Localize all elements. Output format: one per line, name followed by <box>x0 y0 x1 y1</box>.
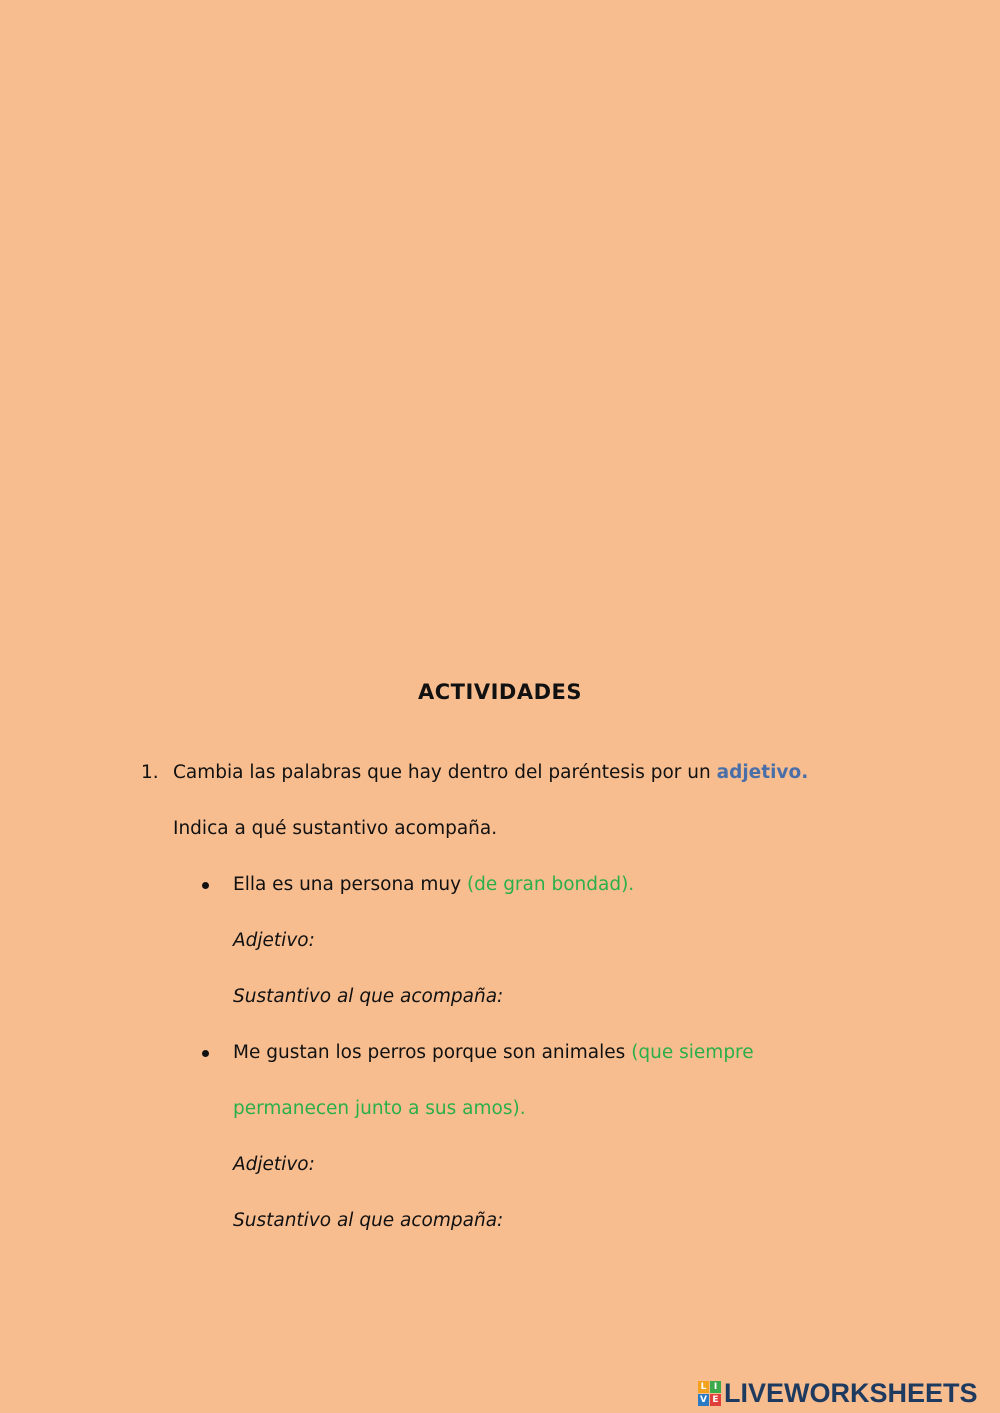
activity-number: 1. <box>141 762 159 783</box>
item-2-sentence-highlight-line2: permanecen junto a sus amos). <box>233 1098 526 1119</box>
activity-sub-instruction: Indica a qué sustantivo acompaña. <box>173 818 498 839</box>
liveworksheets-logo-icon: L I V E <box>698 1381 721 1406</box>
instruction-period: . <box>801 762 809 783</box>
item-1-sentence <box>233 874 634 895</box>
page-title: ACTIVIDADES <box>418 680 582 704</box>
item-2-sentence-highlight-line1: (que siempre <box>631 1042 754 1063</box>
instruction-highlight: adjetivo <box>716 762 802 783</box>
bullet-icon <box>202 1050 209 1057</box>
item-1-sentence-highlight: (de gran bondad). <box>466 874 635 895</box>
item-1-sentence-text: Ella es una persona muy <box>233 874 467 895</box>
liveworksheets-logo-text: LIVEWORKSHEETS <box>724 1378 978 1408</box>
bullet-icon <box>202 882 209 889</box>
item-1-adjective-label: Adjetivo: <box>233 930 315 951</box>
activity-instruction <box>173 762 808 783</box>
item-2-sentence <box>233 1042 754 1063</box>
instruction-text: Cambia las palabras que hay dentro del paréntesis por un <box>173 762 717 783</box>
liveworksheets-logo <box>698 1378 978 1409</box>
item-1-noun-label: Sustantivo al que acompaña: <box>233 986 504 1007</box>
item-2-adjective-label: Adjetivo: <box>233 1154 315 1175</box>
item-2-sentence-text: Me gustan los perros porque son animales <box>233 1042 632 1063</box>
item-2-noun-label: Sustantivo al que acompaña: <box>233 1210 504 1231</box>
